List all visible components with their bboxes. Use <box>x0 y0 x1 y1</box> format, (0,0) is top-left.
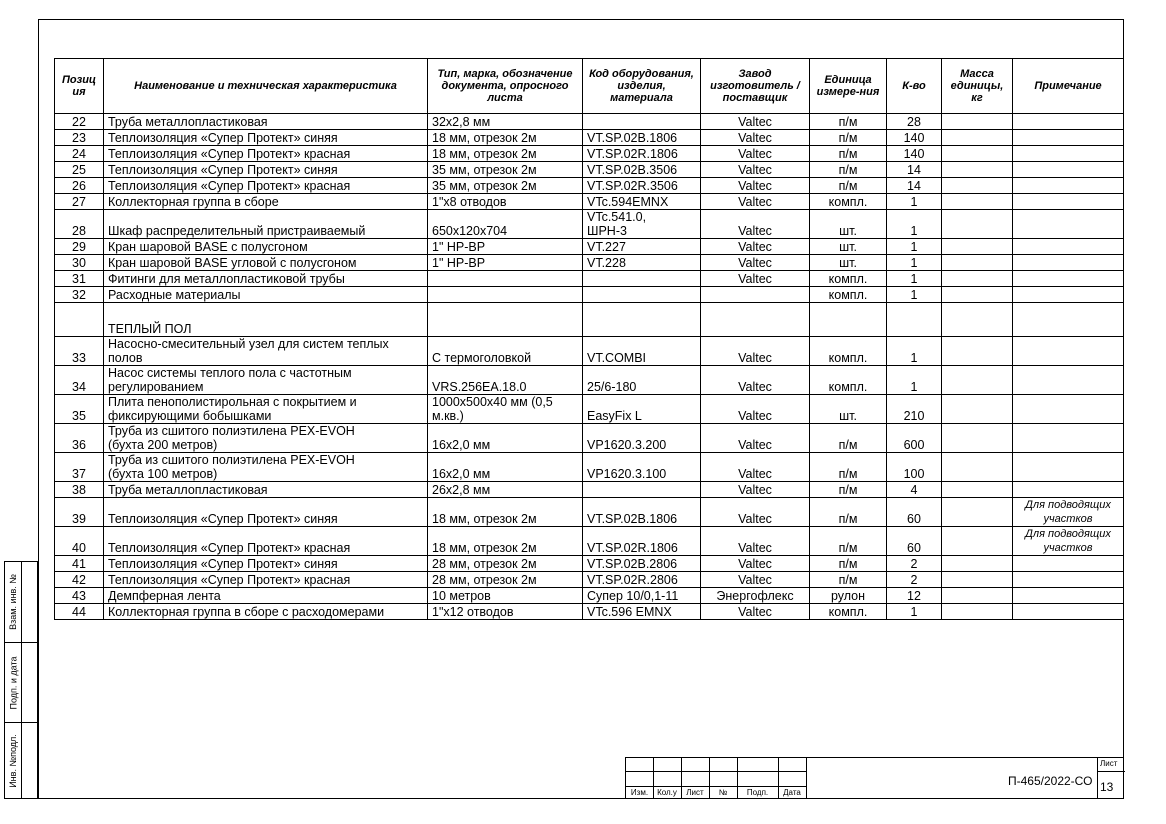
cell-note <box>1013 453 1124 482</box>
cell-type <box>428 271 583 287</box>
cell-factory: Valtec <box>701 178 810 194</box>
cell-unit: п/м <box>810 527 887 556</box>
cell-unit: п/м <box>810 178 887 194</box>
cell-qty: 100 <box>887 453 942 482</box>
table-row <box>55 556 1124 572</box>
title-block <box>625 757 1124 799</box>
cell-factory: Valtec <box>701 556 810 572</box>
cell-code: VT.SP.02B.1806 <box>583 498 701 527</box>
cell-unit: п/м <box>810 146 887 162</box>
cell-note <box>1013 287 1124 303</box>
cell-qty: 1 <box>887 239 942 255</box>
cell-pos: 34 <box>55 366 104 395</box>
cell-code: EasyFix L <box>583 395 701 424</box>
cell-note <box>1013 604 1124 620</box>
cell-type: 650х120х704 <box>428 210 583 239</box>
cell-unit: п/м <box>810 498 887 527</box>
cell-factory: Valtec <box>701 255 810 271</box>
cell-factory: Valtec <box>701 453 810 482</box>
cell-name: Теплоизоляция «Супер Протект» красная <box>104 146 428 162</box>
cell-mass <box>942 130 1013 146</box>
cell-note <box>1013 162 1124 178</box>
cell-pos: 36 <box>55 424 104 453</box>
cell-code: VTc.596 EMNX <box>583 604 701 620</box>
cell-factory: Valtec <box>701 604 810 620</box>
cell-pos: 27 <box>55 194 104 210</box>
cell-qty: 4 <box>887 482 942 498</box>
cell-pos: 22 <box>55 114 104 130</box>
specification-table <box>54 58 1124 620</box>
cell-qty: 210 <box>887 395 942 424</box>
cell-name: Коллекторная группа в сборе <box>104 194 428 210</box>
cell-code: VT.SP.02R.1806 <box>583 527 701 556</box>
cell-qty: 2 <box>887 572 942 588</box>
cell-factory: Valtec <box>701 572 810 588</box>
cell-unit: п/м <box>810 424 887 453</box>
cell-note: Для подводящих участков <box>1013 527 1124 556</box>
cell-type: 16х2,0 мм <box>428 453 583 482</box>
table-row <box>55 395 1124 424</box>
cell-code: VT.SP.02B.3506 <box>583 162 701 178</box>
cell-qty: 12 <box>887 588 942 604</box>
cell-qty: 1 <box>887 255 942 271</box>
tb-label-list: Лист <box>686 788 704 797</box>
cell-factory: Valtec <box>701 194 810 210</box>
cell-name: Труба металлопластиковая <box>104 114 428 130</box>
cell-name: Теплоизоляция «Супер Протект» синяя <box>104 556 428 572</box>
cell-code <box>583 303 701 337</box>
cell-type: 10 метров <box>428 588 583 604</box>
cell-name: Плита пенополистирольная с покрытием и фиксирующими бобышками <box>104 395 428 424</box>
cell-factory <box>701 287 810 303</box>
cell-factory: Valtec <box>701 482 810 498</box>
table-row <box>55 271 1124 287</box>
cell-qty: 1 <box>887 287 942 303</box>
cell-note <box>1013 130 1124 146</box>
cell-qty <box>887 303 942 337</box>
cell-code: VT.COMBI <box>583 337 701 366</box>
cell-mass <box>942 482 1013 498</box>
cell-note <box>1013 194 1124 210</box>
cell-type: 1"х8 отводов <box>428 194 583 210</box>
cell-unit: шт. <box>810 210 887 239</box>
cell-pos: 40 <box>55 527 104 556</box>
cell-qty: 2 <box>887 556 942 572</box>
cell-pos: 23 <box>55 130 104 146</box>
cell-mass <box>942 366 1013 395</box>
cell-name: Труба из сшитого полиэтилена PEX-EVOH (бухта 100 метров) <box>104 453 428 482</box>
cell-mass <box>942 588 1013 604</box>
cell-pos: 30 <box>55 255 104 271</box>
cell-note <box>1013 588 1124 604</box>
cell-unit: компл. <box>810 366 887 395</box>
cell-qty: 14 <box>887 178 942 194</box>
cell-unit: компл. <box>810 337 887 366</box>
stamp-podp <box>4 643 38 723</box>
stamp-vzam <box>4 561 38 643</box>
cell-pos: 25 <box>55 162 104 178</box>
document-code: П-465/2022-СО <box>1008 774 1093 788</box>
header-note: Примечание <box>1013 59 1124 114</box>
cell-code: VP1620.3.200 <box>583 424 701 453</box>
cell-unit: п/м <box>810 453 887 482</box>
cell-code <box>583 271 701 287</box>
cell-mass <box>942 239 1013 255</box>
cell-unit: компл. <box>810 604 887 620</box>
cell-type: 35 мм, отрезок 2м <box>428 162 583 178</box>
table-row <box>55 482 1124 498</box>
cell-pos: 33 <box>55 337 104 366</box>
cell-mass <box>942 162 1013 178</box>
cell-name: Теплоизоляция «Супер Протект» синяя <box>104 162 428 178</box>
cell-unit: п/м <box>810 556 887 572</box>
cell-pos: 35 <box>55 395 104 424</box>
cell-name: Теплоизоляция «Супер Протект» красная <box>104 527 428 556</box>
cell-note <box>1013 210 1124 239</box>
cell-mass <box>942 178 1013 194</box>
cell-factory: Valtec <box>701 162 810 178</box>
cell-unit: п/м <box>810 130 887 146</box>
cell-mass <box>942 271 1013 287</box>
cell-unit: шт. <box>810 395 887 424</box>
cell-code: 25/6-180 <box>583 366 701 395</box>
tb-label-izm: Изм. <box>630 788 649 797</box>
table-row <box>55 527 1124 556</box>
cell-code: VT.227 <box>583 239 701 255</box>
cell-pos: 26 <box>55 178 104 194</box>
cell-note <box>1013 482 1124 498</box>
cell-type: 28 мм, отрезок 2м <box>428 556 583 572</box>
cell-note <box>1013 556 1124 572</box>
cell-qty: 60 <box>887 498 942 527</box>
cell-factory: Valtec <box>701 424 810 453</box>
cell-unit: п/м <box>810 114 887 130</box>
cell-qty: 28 <box>887 114 942 130</box>
cell-mass <box>942 453 1013 482</box>
table-row <box>55 453 1124 482</box>
table-row <box>55 337 1124 366</box>
table-row <box>55 572 1124 588</box>
cell-pos: 24 <box>55 146 104 162</box>
cell-note <box>1013 255 1124 271</box>
cell-unit: п/м <box>810 162 887 178</box>
cell-note <box>1013 146 1124 162</box>
cell-type: 1000х500х40 мм (0,5 м.кв.) <box>428 395 583 424</box>
cell-type <box>428 303 583 337</box>
cell-qty: 140 <box>887 130 942 146</box>
cell-note <box>1013 337 1124 366</box>
cell-code: VT.SP.02R.2806 <box>583 572 701 588</box>
cell-mass <box>942 255 1013 271</box>
cell-code <box>583 114 701 130</box>
cell-type: VRS.256EA.18.0 <box>428 366 583 395</box>
cell-unit: компл. <box>810 194 887 210</box>
cell-pos: 28 <box>55 210 104 239</box>
cell-factory: Valtec <box>701 146 810 162</box>
stamp-inv <box>4 723 38 799</box>
cell-qty: 1 <box>887 604 942 620</box>
cell-code: VT.SP.02B.1806 <box>583 130 701 146</box>
cell-qty: 1 <box>887 366 942 395</box>
table-row <box>55 588 1124 604</box>
cell-mass <box>942 424 1013 453</box>
cell-name: Демпферная лента <box>104 588 428 604</box>
cell-type: 1"х12 отводов <box>428 604 583 620</box>
cell-qty: 1 <box>887 210 942 239</box>
cell-unit: компл. <box>810 287 887 303</box>
cell-type: 35 мм, отрезок 2м <box>428 178 583 194</box>
cell-name: Коллекторная группа в сборе с расходомерами <box>104 604 428 620</box>
table-row <box>55 162 1124 178</box>
cell-mass <box>942 527 1013 556</box>
cell-pos: 29 <box>55 239 104 255</box>
header-type: Тип, марка, обозначение документа, опросного листа <box>428 59 583 114</box>
cell-qty: 14 <box>887 162 942 178</box>
cell-code: VTc.541.0, ШРН-3 <box>583 210 701 239</box>
header-name: Наименование и техническая характеристика <box>104 59 428 114</box>
cell-type: 18 мм, отрезок 2м <box>428 527 583 556</box>
cell-unit: компл. <box>810 271 887 287</box>
cell-mass <box>942 498 1013 527</box>
cell-factory: Valtec <box>701 366 810 395</box>
cell-name: Фитинги для металлопластиковой трубы <box>104 271 428 287</box>
cell-pos: 38 <box>55 482 104 498</box>
cell-mass <box>942 556 1013 572</box>
cell-type: 1" НР-ВР <box>428 255 583 271</box>
cell-code: VTc.594EMNX <box>583 194 701 210</box>
cell-unit: шт. <box>810 255 887 271</box>
stamp-podp-label: Подп. и дата <box>8 655 19 710</box>
cell-pos: 44 <box>55 604 104 620</box>
cell-factory: Valtec <box>701 395 810 424</box>
cell-note <box>1013 178 1124 194</box>
cell-pos: 37 <box>55 453 104 482</box>
cell-factory: Valtec <box>701 210 810 239</box>
sheet-label: Лист <box>1100 759 1118 768</box>
cell-code: Супер 10/0,1-11 <box>583 588 701 604</box>
cell-note <box>1013 395 1124 424</box>
cell-unit: п/м <box>810 572 887 588</box>
cell-factory: Энергофлекс <box>701 588 810 604</box>
cell-unit: шт. <box>810 239 887 255</box>
cell-code: VT.SP.02R.3506 <box>583 178 701 194</box>
table-row <box>55 424 1124 453</box>
cell-mass <box>942 287 1013 303</box>
sheet-number: 13 <box>1100 780 1114 794</box>
cell-name: Кран шаровой BASE угловой с полусгоном <box>104 255 428 271</box>
cell-code: VT.SP.02R.1806 <box>583 146 701 162</box>
cell-name: Труба из сшитого полиэтилена PEX-EVOH (бухта 200 метров) <box>104 424 428 453</box>
cell-code: VT.SP.02B.2806 <box>583 556 701 572</box>
cell-name: ТЕПЛЫЙ ПОЛ <box>104 303 428 337</box>
cell-name: Теплоизоляция «Супер Протект» красная <box>104 178 428 194</box>
table-row <box>55 130 1124 146</box>
cell-type: 28 мм, отрезок 2м <box>428 572 583 588</box>
table-row <box>55 366 1124 395</box>
cell-note <box>1013 239 1124 255</box>
header-qty: К-во <box>887 59 942 114</box>
header-pos: Позиц ия <box>55 59 104 114</box>
table-row <box>55 255 1124 271</box>
cell-code <box>583 287 701 303</box>
cell-mass <box>942 114 1013 130</box>
cell-type: 1" НР-ВР <box>428 239 583 255</box>
cell-type: 18 мм, отрезок 2м <box>428 146 583 162</box>
cell-note <box>1013 114 1124 130</box>
table-row <box>55 498 1124 527</box>
cell-name: Кран шаровой BASE с полусгоном <box>104 239 428 255</box>
table-row <box>55 146 1124 162</box>
table-row <box>55 303 1124 337</box>
cell-mass <box>942 604 1013 620</box>
table-row <box>55 210 1124 239</box>
cell-type <box>428 287 583 303</box>
cell-name: Труба металлопластиковая <box>104 482 428 498</box>
header-factory: Завод изготовитель / поставщик <box>701 59 810 114</box>
cell-note: Для подводящих участков <box>1013 498 1124 527</box>
cell-note <box>1013 572 1124 588</box>
cell-factory: Valtec <box>701 271 810 287</box>
cell-mass <box>942 210 1013 239</box>
table-row <box>55 239 1124 255</box>
header-code: Код оборудования, изделия, материала <box>583 59 701 114</box>
header-mass: Масса единицы, кг <box>942 59 1013 114</box>
cell-factory: Valtec <box>701 527 810 556</box>
cell-factory: Valtec <box>701 498 810 527</box>
tb-label-kolu: Кол.у <box>657 788 677 797</box>
cell-factory: Valtec <box>701 239 810 255</box>
cell-mass <box>942 146 1013 162</box>
cell-mass <box>942 337 1013 366</box>
cell-factory <box>701 303 810 337</box>
cell-name: Насос системы теплого пола с частотным регулированием <box>104 366 428 395</box>
cell-name: Теплоизоляция «Супер Протект» синяя <box>104 498 428 527</box>
cell-unit <box>810 303 887 337</box>
cell-qty: 140 <box>887 146 942 162</box>
tb-label-num: № <box>718 788 728 797</box>
table-row <box>55 287 1124 303</box>
cell-mass <box>942 572 1013 588</box>
cell-pos: 32 <box>55 287 104 303</box>
cell-name: Теплоизоляция «Супер Протект» красная <box>104 572 428 588</box>
cell-pos: 42 <box>55 572 104 588</box>
cell-note <box>1013 366 1124 395</box>
cell-qty: 600 <box>887 424 942 453</box>
table-header-row <box>55 59 1124 114</box>
header-unit: Единица измере-ния <box>810 59 887 114</box>
cell-code: VT.228 <box>583 255 701 271</box>
cell-name: Расходные материалы <box>104 287 428 303</box>
cell-type: 32х2,8 мм <box>428 114 583 130</box>
cell-qty: 1 <box>887 271 942 287</box>
cell-type: С термоголовкой <box>428 337 583 366</box>
cell-qty: 60 <box>887 527 942 556</box>
cell-name: Шкаф распределительный пристраиваемый <box>104 210 428 239</box>
cell-factory: Valtec <box>701 130 810 146</box>
cell-unit: п/м <box>810 482 887 498</box>
stamp-inv-label: Инв. №подл. <box>8 733 18 788</box>
table-body <box>55 114 1124 620</box>
cell-qty: 1 <box>887 337 942 366</box>
table-row <box>55 604 1124 620</box>
cell-type: 18 мм, отрезок 2м <box>428 498 583 527</box>
cell-pos: 43 <box>55 588 104 604</box>
table-row <box>55 178 1124 194</box>
cell-name: Насосно-смесительный узел для систем теплых полов <box>104 337 428 366</box>
cell-mass <box>942 303 1013 337</box>
cell-pos: 39 <box>55 498 104 527</box>
cell-mass <box>942 395 1013 424</box>
cell-note <box>1013 303 1124 337</box>
stamp-vzam-label: Взам. инв. № <box>8 574 19 630</box>
cell-note <box>1013 424 1124 453</box>
cell-mass <box>942 194 1013 210</box>
cell-note <box>1013 271 1124 287</box>
cell-unit: рулон <box>810 588 887 604</box>
tb-label-data: Дата <box>783 788 801 797</box>
cell-type: 18 мм, отрезок 2м <box>428 130 583 146</box>
cell-code: VP1620.3.100 <box>583 453 701 482</box>
table-row <box>55 194 1124 210</box>
cell-qty: 1 <box>887 194 942 210</box>
cell-type: 16х2,0 мм <box>428 424 583 453</box>
cell-factory: Valtec <box>701 114 810 130</box>
cell-pos <box>55 303 104 337</box>
cell-name: Теплоизоляция «Супер Протект» синяя <box>104 130 428 146</box>
cell-pos: 41 <box>55 556 104 572</box>
cell-factory: Valtec <box>701 337 810 366</box>
cell-code <box>583 482 701 498</box>
cell-type: 26х2,8 мм <box>428 482 583 498</box>
tb-label-podp: Подп. <box>746 788 769 797</box>
table-row <box>55 114 1124 130</box>
cell-pos: 31 <box>55 271 104 287</box>
